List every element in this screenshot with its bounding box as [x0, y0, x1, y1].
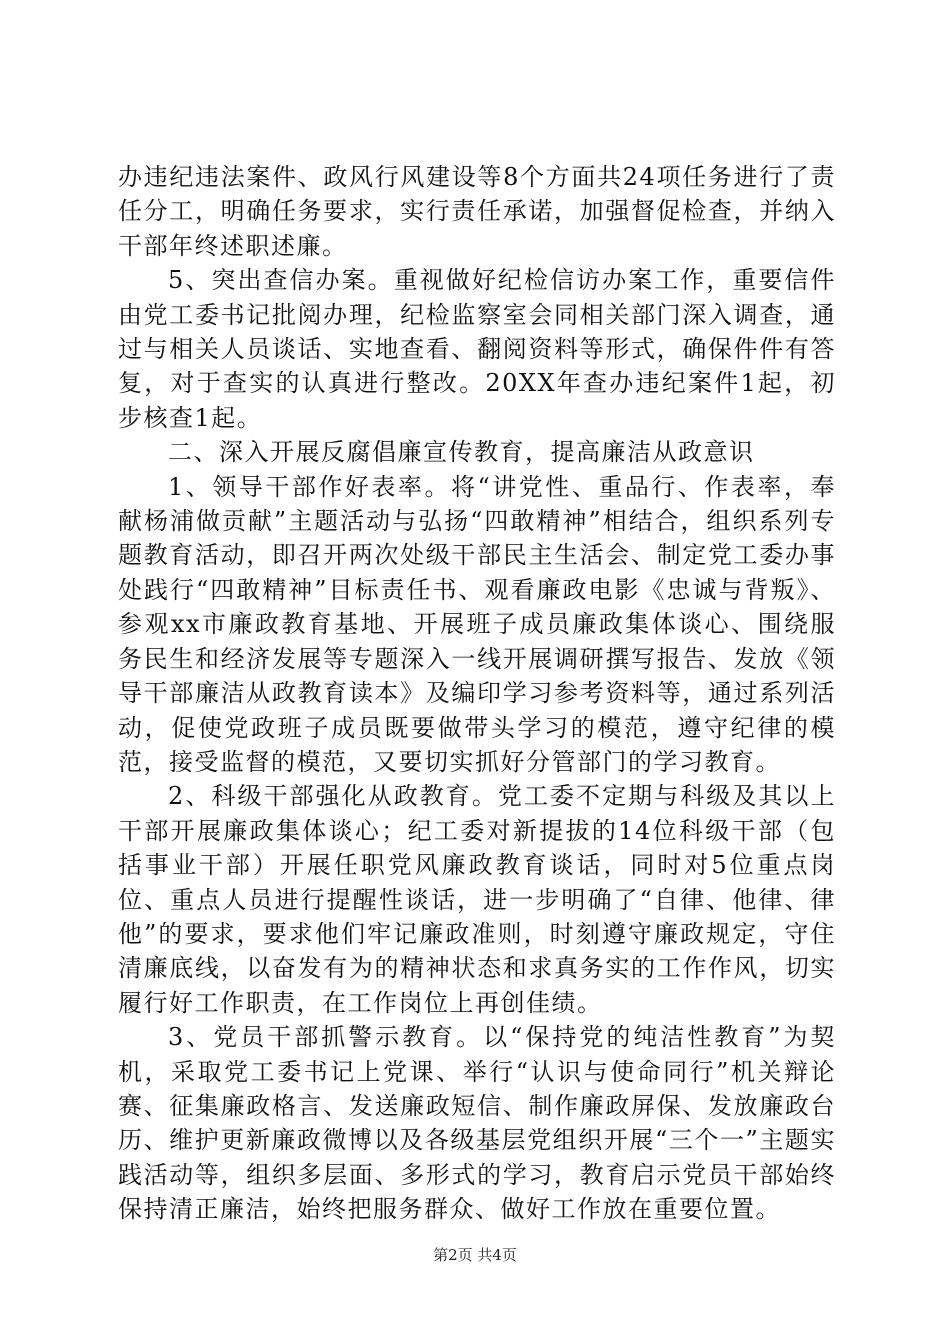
paragraph-3: 1、领导干部作好表率。将“讲党性、重品行、作表率，奉献杨浦做贡献”主题活动与弘扬“四敢精神”相结合，组织系列专题教育活动，即召开两次处级干部民主生活会、制定党工委办事处践行“四敢精神”目标责任书、观看廉政电影《忠诚与背叛》、参观xx市廉政教育基地、开展班子成员廉政集体谈心、围绕服务民生和经济发展等专题深入一线开展调研撰写报告、发放《领导干部廉洁从政教育读本》及编印学习参考资料等，通过系列活动，促使党政班子成员既要做带头学习的模范，遵守纪律的模范，接受监督的模范，又要切实抓好分管部门的学习教育。 [118, 472, 836, 776]
page-number-footer: 第2页 共4页 [433, 1246, 517, 1264]
paragraph-4: 2、科级干部强化从政教育。党工委不定期与科级及其以上干部开展廉政集体谈心；纪工委对新提拔的14位科级干部（包括事业干部）开展任职党风廉政教育谈话，同时对5位重点岗位、重点人员进行提醒性谈话，进一步明确了“自律、他律、律他”的要求，要求他们牢记廉政准则，时刻遵守廉政规定，守住清廉底线，以奋发有为的精神状态和求真务实的工作作风，切实履行好工作职责，在工作岗位上再创佳绩。 [118, 782, 836, 1017]
paragraph-2: 5、突出查信办案。重视做好纪检信访办案工作，重要信件由党工委书记批阅办理，纪检监察室会同相关部门深入调查，通过与相关人员谈话、实地查看、翻阅资料等形式，确保件件有答复，对于查实的认真进行整改。20XX年查办违纪案件1起，初步核查1起。 [118, 266, 836, 432]
document-body [118, 160, 836, 1227]
paragraph-5: 3、党员干部抓警示教育。以“保持党的纯洁性教育”为契机，采取党工委书记上党课、举行“认识与使命同行”机关辩论赛、征集廉政格言、发送廉政短信、制作廉政屏保、发放廉政台历、维护更新廉政微博以及各级基层党组织开展“三个一”主题实践活动等，组织多层面、多形式的学习，教育启示党员干部始终保持清正廉洁，始终把服务群众、做好工作放在重要位置。 [118, 1023, 836, 1224]
section-heading: 二、深入开展反腐倡廉宣传教育，提高廉洁从政意识 [168, 438, 755, 467]
paragraph-1: 办违纪违法案件、政风行风建设等8个方面共24项任务进行了责任分工，明确任务要求，实行责任承诺，加强督促检查，并纳入干部年终述职述廉。 [118, 163, 836, 260]
